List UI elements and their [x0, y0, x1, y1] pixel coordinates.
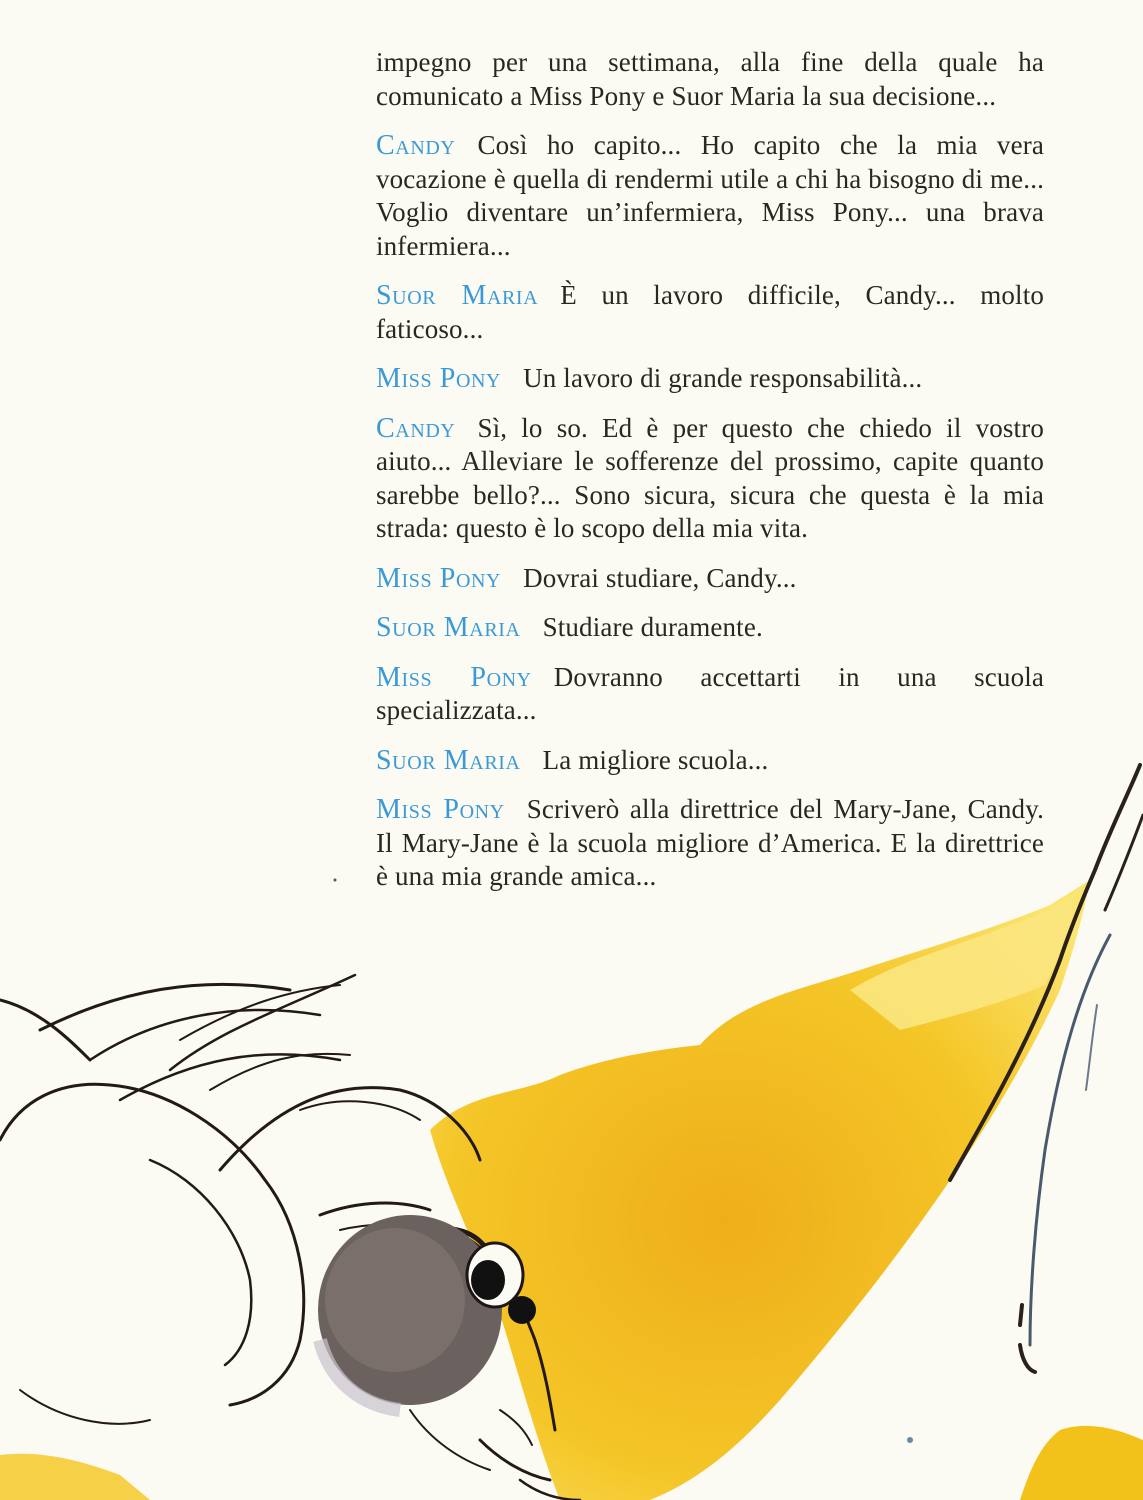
dialogue-text: Dovranno accettarti in una scuola specializzata...: [376, 661, 1044, 725]
dialogue-text: È un lavoro difficile, Candy... molto faticoso...: [376, 280, 1044, 344]
dialogue-text: Un lavoro di grande responsabilità...: [523, 363, 923, 393]
dialogue-line: [376, 562, 1044, 596]
dialogue-line: [376, 412, 1044, 546]
speaker-name: Miss Pony: [376, 794, 505, 825]
intro-paragraph: impegno per una settimana, alla fine della quale ha comunicato a Miss Pony e Suor Maria la sua decisione...: [376, 47, 1044, 111]
dialogue-line: [376, 793, 1044, 894]
speaker-name: Miss Pony: [376, 562, 502, 594]
speaker-name: Suor Maria: [376, 612, 521, 643]
dialogue-text: La migliore scuola...: [542, 744, 769, 775]
speaker-name: Candy: [376, 412, 456, 444]
story-text: [376, 46, 1044, 910]
yellow-watercolor-wash: [0, 880, 1143, 1500]
ink-dot: [907, 1437, 913, 1443]
speaker-name: Suor Maria: [376, 280, 539, 311]
dialogue-line: [376, 362, 1044, 396]
dialogue-line: [376, 611, 1044, 645]
dialogue-line: [376, 744, 1044, 778]
speaker-name: Candy: [376, 130, 456, 161]
ink-dot: [334, 879, 337, 882]
dialogue-text: Studiare duramente.: [542, 612, 763, 642]
dialogue-text: Dovrai studiare, Candy...: [523, 562, 797, 593]
dialogue-text: Scriverò alla direttrice del Mary-Jane, Candy. Il Mary-Jane è la scuola migliore d’America. E la direttrice è una mia grande amica...: [376, 794, 1045, 891]
dialogue-text: Sì, lo so. Ed è per questo che chiedo il vostro aiuto... Alleviare le sofferenze del prossimo, capite quanto sarebbe bello?... Sono sicura, sicura che questa è la mia strada: questo è lo scopo della mia vita.: [376, 412, 1044, 543]
dialogue-line: [376, 279, 1044, 346]
dialogue-line: [376, 129, 1044, 263]
speaker-name: Miss Pony: [376, 363, 502, 394]
speaker-name: Miss Pony: [376, 661, 532, 693]
dialogue-line: [376, 661, 1044, 728]
dialogue-text: Così ho capito... Ho capito che la mia vera vocazione è quella di rendermi utile a chi ha bisogno di me... Voglio diventare un’infermiera, Miss Pony... una brava infermiera...: [376, 130, 1044, 261]
speaker-name: Suor Maria: [376, 744, 521, 776]
